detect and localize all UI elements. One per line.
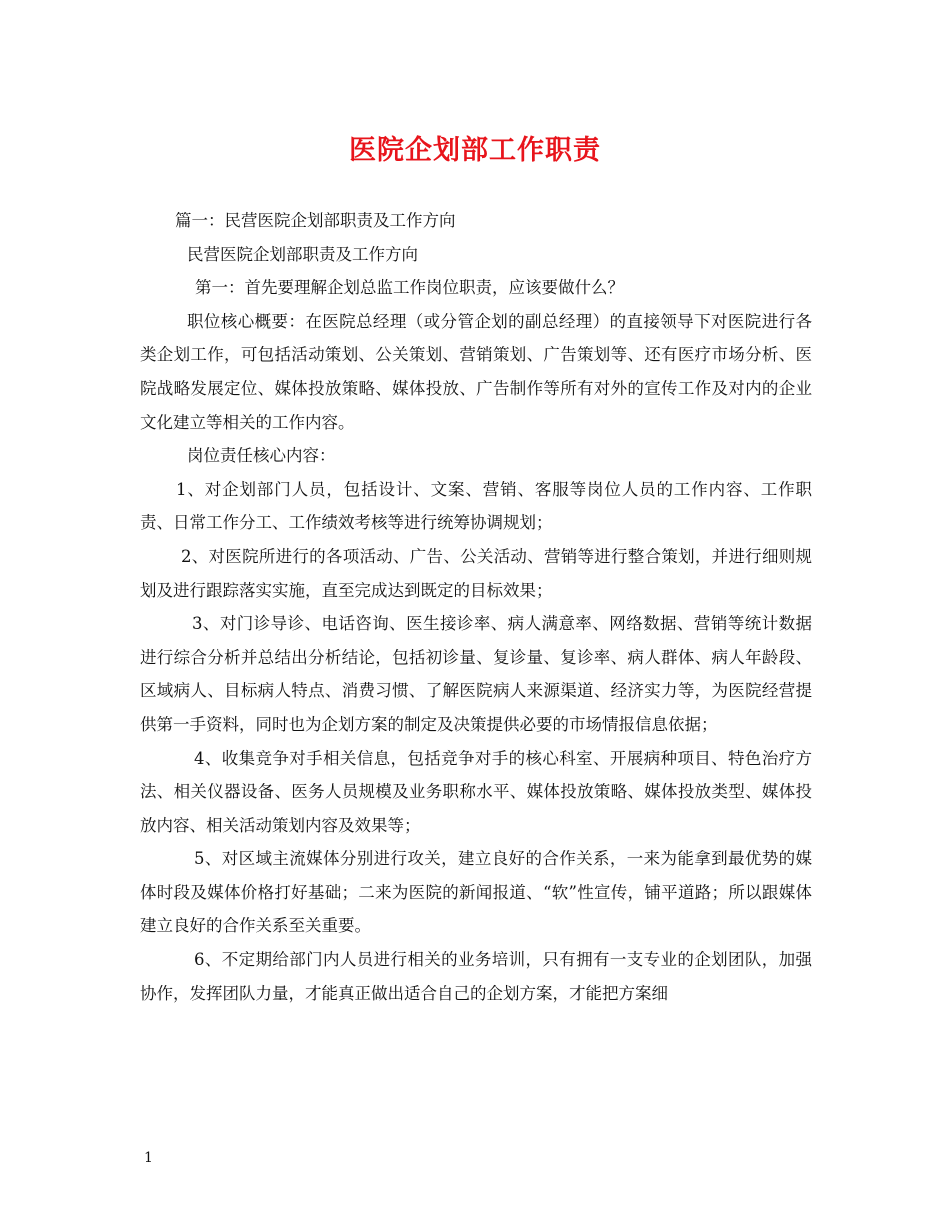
- responsibility-heading: 岗位责任核心内容：: [187, 446, 336, 466]
- section-heading: 篇一：民营医院企划部职责及工作方向: [175, 211, 456, 230]
- page-number: 1: [144, 1150, 153, 1166]
- subheading: 民营医院企划部职责及工作方向: [187, 244, 418, 264]
- responsibility-item: 3、对门诊导诊、电话咨询、医生接诊率、病人满意率、网络数据、营销等统计数据进行综合分析并总结出分析结论，包括初诊量、复诊量、复诊率、病人群体、病人年龄段、区域病人、目标病人特点、消费习惯、了解医院病人来源渠道、经济实力等，为医院经营提供第一手资料，同时也为企划方案的制定及决策提供必要的市场情报信息依据；: [140, 614, 812, 734]
- body-paragraph: 职位核心概要：在医院总经理（或分管企划的副总经理）的直接领导下对医院进行各类企划工作，可包括活动策划、公关策划、营销策划、广告策划等、还有医疗市场分析、医院战略发展定位、媒体投放策略、媒体投放、广告制作等所有对外的宣传工作及对内的企业文化建立等相关的工作内容。: [140, 311, 812, 432]
- responsibility-item: 5、对区域主流媒体分别进行攻关，建立良好的合作关系，一来为能拿到最优势的媒体时段及媒体价格打好基础；二来为医院的新闻报道、“软”性宣传，铺平道路；所以跟媒体建立良好的合作关系至关重要。: [140, 849, 812, 936]
- responsibility-item: 6、不定期给部门内人员进行相关的业务培训，只有拥有一支专业的企划团队，加强协作，发挥团队力量，才能真正做出适合自己的企划方案，才能把方案细: [140, 950, 812, 1003]
- document-body: [140, 204, 812, 1010]
- responsibility-item: 1、对企划部门人员，包括设计、文案、营销、客服等岗位人员的工作内容、工作职责、日常工作分工、工作绩效考核等进行统筹协调规划；: [140, 479, 812, 533]
- point-heading: 第一：首先要理解企划总监工作岗位职责，应该要做什么？: [195, 278, 624, 298]
- document-title: 医院企划部工作职责: [349, 135, 601, 166]
- responsibility-item: 4、收集竞争对手相关信息，包括竞争对手的核心科室、开展病种项目、特色治疗方法、相关仪器设备、医务人员规模及业务职称水平、媒体投放策略、媒体投放类型、媒体投放内容、相关活动策划内容及效果等；: [140, 748, 812, 835]
- responsibility-item: 2、对医院所进行的各项活动、广告、公关活动、营销等进行整合策划，并进行细则规划及进行跟踪落实实施，直至完成达到既定的目标效果；: [140, 546, 812, 600]
